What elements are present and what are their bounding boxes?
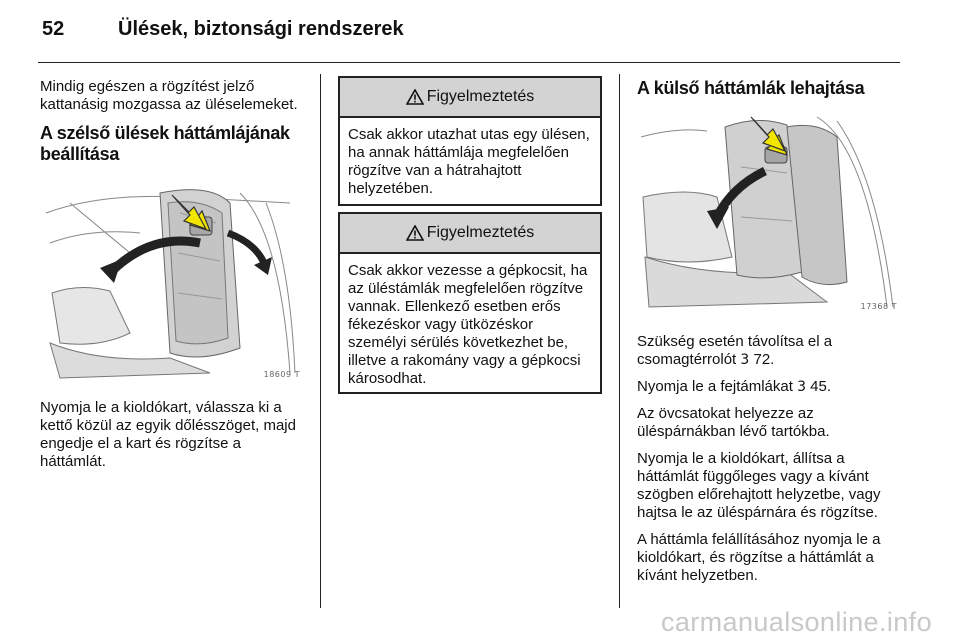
page-reference-72[interactable]: 72. [753, 351, 775, 368]
remove-cover-text: Szükség esetén távolítsa el a csomagtérrolót [637, 333, 833, 368]
warning-title: Figyelmeztetés [426, 224, 535, 241]
backrest-adjust-instructions: Nyomja le a kioldókart, válassza ki a kettő közül az egyik dőlésszöget, majd engedje el a kart és rögzítse a háttámlát. [40, 399, 296, 470]
buckle-instruction: Az övcsatokat helyezze az üléspárnákban lévő tartókba. [637, 405, 830, 440]
page-number: 52 [42, 18, 65, 40]
warning-title: Figyelmeztetés [426, 88, 535, 105]
headrest-text: Nyomja le a fejtámlákat [637, 378, 793, 395]
figure-code: 17368 T [860, 302, 897, 311]
footer-watermark: carmanualsonline.info [660, 607, 932, 637]
warning-text: Csak akkor vezesse a gépkocsit, ha az üléstámlák megfelelően rögzítve vannak. Ellenkező esetben erős fékezéskor vagy ütközéskor személyi sérülés következhet be, illetve a rakomány vagy a gépkocsi károsodhat. [348, 262, 588, 387]
column-divider-left [320, 74, 321, 608]
fold-instruction: Nyomja le a kioldókart, állítsa a háttámlát függőleges vagy a kívánt szögben előrehajtott helyzetbe, vagy hajtsa le az üléspárnára és rögzítse. [637, 450, 881, 521]
page-title: Ülések, biztonsági rendszerek [118, 18, 404, 40]
raise-instruction: A háttámla felállításához nyomja le a kioldókart, és rögzítse a háttámlát a kívánt helyzetben. [637, 531, 881, 584]
warning-box-2 [338, 212, 602, 394]
intro-paragraph: Mindig egészen a rögzítést jelző kattanásig mozgassa az üléselemeket. [40, 78, 298, 113]
backrest-fold-illustration [637, 107, 901, 315]
warning-header [340, 214, 600, 254]
remove-cover-instruction [637, 333, 905, 369]
warning-triangle-icon [406, 89, 424, 105]
figure-code: 18609 T [263, 370, 300, 379]
backrest-adjust-illustration [40, 173, 304, 383]
right-column [637, 78, 905, 594]
section-heading-adjust-backrest: A szélső ülések háttámlájának beállítása [40, 123, 290, 164]
page-reference-arrow-icon: 3 [797, 379, 806, 395]
page-reference-45[interactable]: 45. [810, 378, 832, 395]
column-divider-right [619, 74, 620, 608]
warning-text: Csak akkor utazhat utas egy ülésen, ha annak háttámlája megfelelően rögzítve van a hátrahajtott helyzetében. [348, 126, 590, 197]
seat-drawing [40, 173, 304, 383]
header-rule [38, 62, 900, 63]
page-reference-arrow-icon: 3 [740, 352, 750, 368]
seat-fold-drawing [637, 107, 901, 315]
warning-box-1 [338, 76, 602, 206]
left-column [40, 78, 308, 480]
headrest-instruction [637, 378, 905, 396]
warning-header [340, 78, 600, 118]
section-heading-fold-backrests: A külső háttámlák lehajtása [637, 78, 865, 98]
warning-triangle-icon [406, 225, 424, 241]
